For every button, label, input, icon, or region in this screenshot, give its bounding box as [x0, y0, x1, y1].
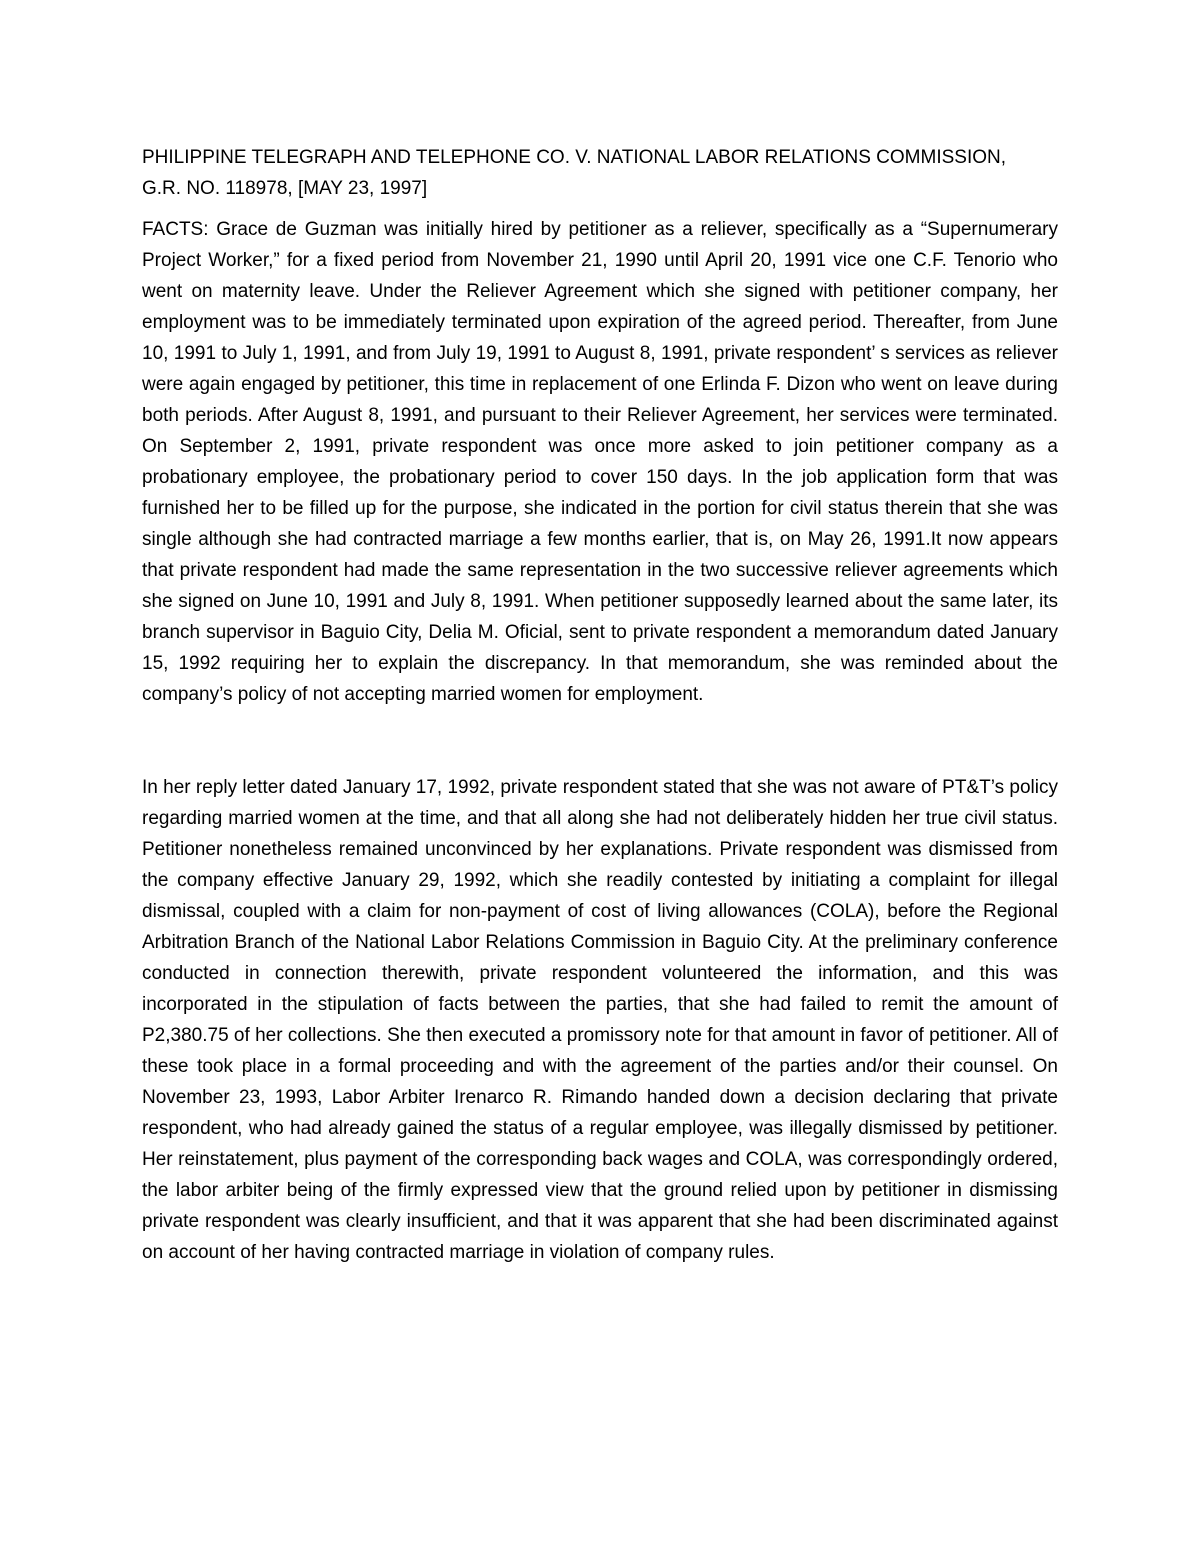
facts-paragraph: FACTS: Grace de Guzman was initially hired by petitioner as a reliever, specifically as a “Supernumerary Project Worker,” for a fixed period from November 21, 1990 until April 20, 1991 vice one C.F. Tenorio who went on maternity leave. Under the Reliever Agreement which she signed with petitioner company, her employment was to be immediately terminated upon expiration of the agreed period. Thereafter, from June 10, 1991 to July 1, 1991, and from July 19, 1991 to August 8, 1991, private respondent’ s services as reliever were again engaged by petitioner, this time in replacement of one Erlinda F. Dizon who went on leave during both periods. After August 8, 1991, and pursuant to their Reliever Agreement, her services were terminated. On September 2, 1991, private respondent was once more asked to join petitioner company as a probationary employee, the probationary period to cover 150 days. In the job application form that was furnished her to be filled up for the purpose, she indicated in the portion for civil status therein that she was single although she had contracted marriage a few months earlier, that is, on May 26, 1991.It now appears that private respondent had made the same representation in the two successive reliever agreements which she signed on June 10, 1991 and July 8, 1991. When petitioner supposedly learned about the same later, its branch supervisor in Baguio City, Delia M. Oficial, sent to private respondent a memorandum dated January 15, 1992 requiring her to explain the discrepancy. In that memorandum, she was reminded about the company’s policy of not accepting married women for employment.: [142, 219, 1058, 705]
case-title-line-2: G.R. NO. 118978, [MAY 23, 1997]: [142, 178, 428, 199]
document-page: [142, 142, 1058, 1268]
reply-paragraph: In her reply letter dated January 17, 1992, private respondent stated that she was not aware of PT&T’s policy regarding married women at the time, and that all along she had not deliberately hidden her true civil status. Petitioner nonetheless remained unconvinced by her explanations. Private respondent was dismissed from the company effective January 29, 1992, which she readily contested by initiating a complaint for illegal dismissal, coupled with a claim for non-payment of cost of living allowances (COLA), before the Regional Arbitration Branch of the National Labor Relations Commission in Baguio City. At the preliminary conference conducted in connection therewith, private respondent volunteered the information, and this was incorporated in the stipulation of facts between the parties, that she had failed to remit the amount of P2,380.75 of her collections. She then executed a promissory note for that amount in favor of petitioner. All of these took place in a formal proceeding and with the agreement of the parties and/or their counsel. On November 23, 1993, Labor Arbiter Irenarco R. Rimando handed down a decision declaring that private respondent, who had already gained the status of a regular employee, was illegally dismissed by petitioner. Her reinstatement, plus payment of the corresponding back wages and COLA, was correspondingly ordered, the labor arbiter being of the firmly expressed view that the ground relied upon by petitioner in dismissing private respondent was clearly insufficient, and that it was apparent that she had been discriminated against on account of her having contracted marriage in violation of company rules.: [142, 777, 1058, 1263]
case-title-line-1: PHILIPPINE TELEGRAPH AND TELEPHONE CO. V. NATIONAL LABOR RELATIONS COMMISSION,: [142, 147, 1007, 168]
case-title: [142, 142, 1058, 204]
